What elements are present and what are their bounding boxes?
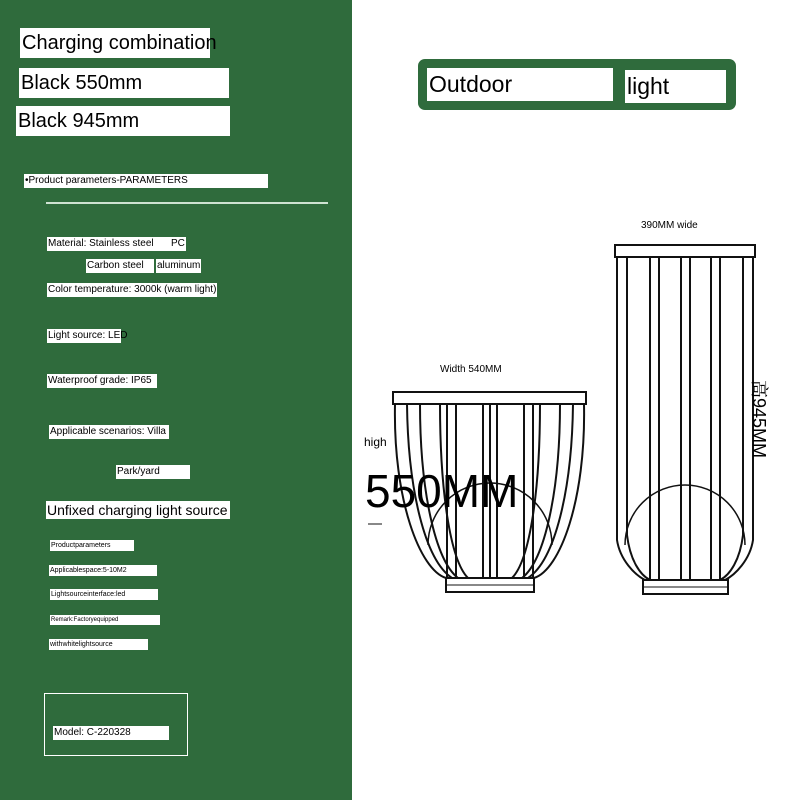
applicable-scenarios: Applicable scenarios: Villa [49,425,169,439]
small-lantern-top-rim [393,392,586,404]
tall-height-label-wrap [745,380,800,470]
small-white-light-source: withwhitelightsource [49,639,148,650]
params-heading-text: Product parameters-PARAMETERS [28,175,188,186]
tall-lantern-top-rim [615,245,755,257]
small-high-label: high [364,435,387,449]
title-charging-combination: Charging combination [20,28,210,58]
material-pc: PC [171,238,185,249]
unfixed-charging-light: Unfixed charging light source [46,501,230,519]
small-width-label: Width 540MM [440,364,502,375]
bullet-icon: • [25,175,29,186]
color-temperature: Color temperature: 3000k (warm light) [48,284,217,295]
small-product-parameters: Productparameters [50,540,134,551]
waterproof-grade: Waterproof grade: IP65 [47,374,157,388]
banner-light: light [625,70,726,103]
tall-lantern-bulb [625,485,745,545]
variant-black-945: Black 945mm [16,106,230,136]
model-number: Model: C-220328 [53,726,169,740]
material-carbon-steel: Carbon steel [86,259,154,273]
tall-lantern-drawing [615,245,755,594]
material-line: Material: Stainless steel [47,237,171,251]
scenarios-park-yard: Park/yard [116,465,190,479]
small-light-interface: Lightsourceinterface:led [50,589,158,600]
small-height-label: 550MM [365,465,519,517]
banner-outdoor: Outdoor [427,68,613,101]
variant-black-550: Black 550mm [19,68,229,98]
tall-height-label: 高945MM [749,380,769,459]
small-remark: Remark:Factoryequipped [50,615,160,625]
material-aluminum: aluminum [157,260,201,271]
light-source: Light source: LED [48,330,128,341]
tall-lantern-left-bar [617,257,645,580]
small-applicable-space: Applicablespace:5-10M2 [49,565,157,576]
tall-width-label: 390MM wide [641,220,698,231]
